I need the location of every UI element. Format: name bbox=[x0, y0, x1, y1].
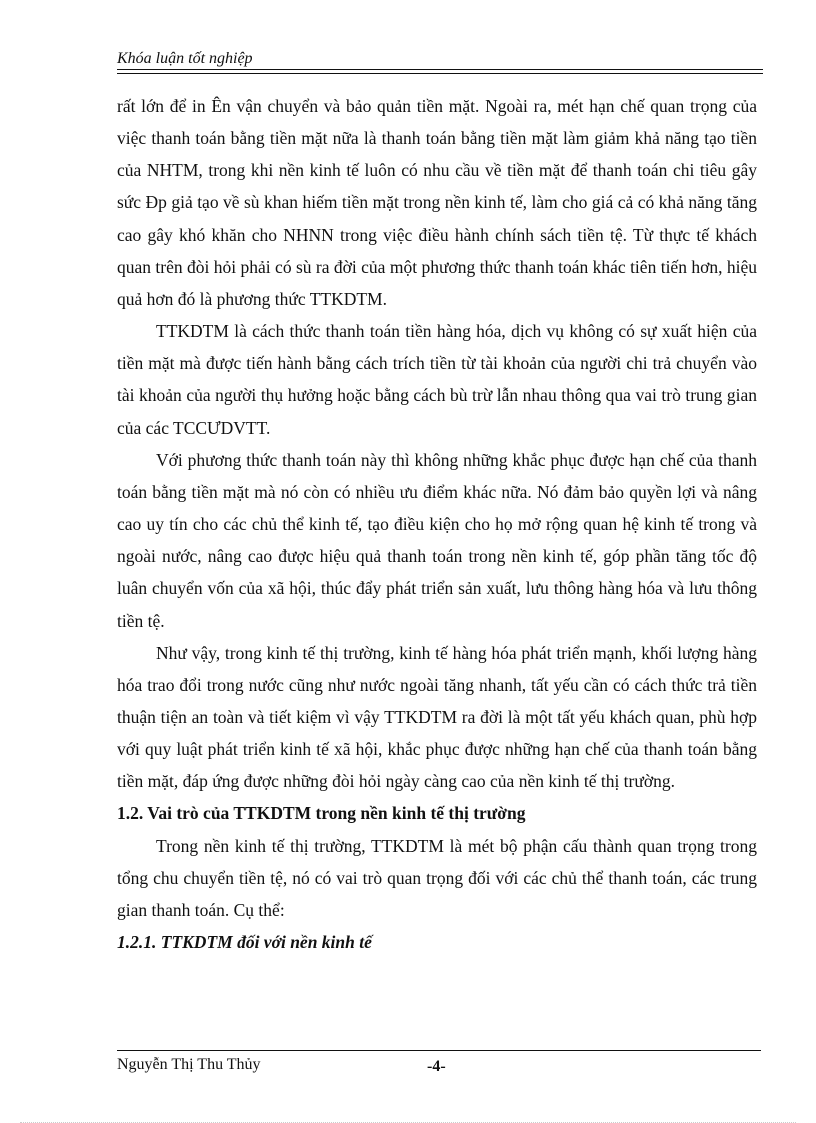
section-paragraph: Trong nền kinh tế thị trường, TTKDTM là mét bộ phận cấu thành quan trọng trong tổng chu chuyển tiền tệ, nó có vai trò quan trọng đối với các chủ thể thanh toán, các trung gian thanh toán. Cụ thể: bbox=[117, 835, 757, 920]
section-heading: 1.2. Vai trò của TTKDTM trong nền kinh tế thị trường bbox=[117, 803, 526, 824]
paragraph-continuation: rất lớn để in Ên vận chuyển và bảo quản tiền mặt. Ngoài ra, mét hạn chế quan trọng của việc thanh toán bằng tiền mặt nữa là thanh toán bằng tiền mặt làm giảm khả năng tạo tiền của NHTM, trong khi nền kinh tế luôn có nhu cầu về tiền mặt để thanh toán chi tiêu gây sức Ðp giả tạo về sù khan hiếm tiền mặt trong nền kinh tế, làm cho giá cả có khả năng tăng cao gây khó khăn cho NHNN trong việc điều hành chính sách tiền tệ. Từ thực tế khách quan trên đòi hỏi phải có sù ra đời của một phương thức thanh toán khác tiên tiến hơn, hiệu quả hơn đó là phương thức TTKDTM. bbox=[117, 96, 757, 309]
footer-rule bbox=[117, 1050, 761, 1051]
page-number: -4- bbox=[427, 1058, 446, 1075]
header-rule bbox=[117, 69, 763, 70]
header-rule-thin bbox=[117, 73, 763, 74]
paragraph-definition: TTKDTM là cách thức thanh toán tiền hàng hóa, dịch vụ không có sự xuất hiện của tiền mặt mà được tiến hành bằng cách trích tiền từ tài khoản của người chi trả chuyển vào tài khoản của người thụ hưởng hoặc bằng cách bù trừ lẫn nhau thông qua vai trò trung gian của các TCCƯDVTT. bbox=[117, 321, 757, 438]
page-header-title: Khóa luận tốt nghiệp bbox=[117, 50, 253, 67]
document-body bbox=[117, 90, 757, 958]
subsection-heading: 1.2.1. TTKDTM đối với nền kinh tế bbox=[117, 932, 372, 953]
paragraph-advantages: Với phương thức thanh toán này thì không những khắc phục được hạn chế của thanh toán bằng tiền mặt mà nó còn có nhiều ưu điểm khác nữa. Nó đảm bảo quyền lợi và nâng cao uy tín cho các chủ thể kinh tế, tạo điều kiện cho họ mở rộng quan hệ kinh tế trong và ngoài nước, nâng cao được hiệu quả thanh toán trong nền kinh tế, góp phần tăng tốc độ luân chuyển vốn của xã hội, thúc đẩy phát triển sản xuất, lưu thông hàng hóa và lưu thông tiền tệ. bbox=[117, 449, 757, 631]
footer-author: Nguyễn Thị Thu Thủy bbox=[117, 1056, 261, 1073]
paragraph-conclusion: Như vậy, trong kinh tế thị trường, kinh tế hàng hóa phát triển mạnh, khối lượng hàng hóa trao đổi trong nước cũng như nước ngoài tăng nhanh, tất yếu cần có cách thức trả tiền thuận tiện an toàn và tiết kiệm vì vậy TTKDTM ra đời là một tất yếu khách quan, phù hợp với quy luật phát triển kinh tế xã hội, khắc phục được những hạn chế của thanh toán bằng tiền mặt, đáp ứng được những đòi hỏi ngày càng cao của nền kinh tế thị trường. bbox=[117, 642, 757, 792]
